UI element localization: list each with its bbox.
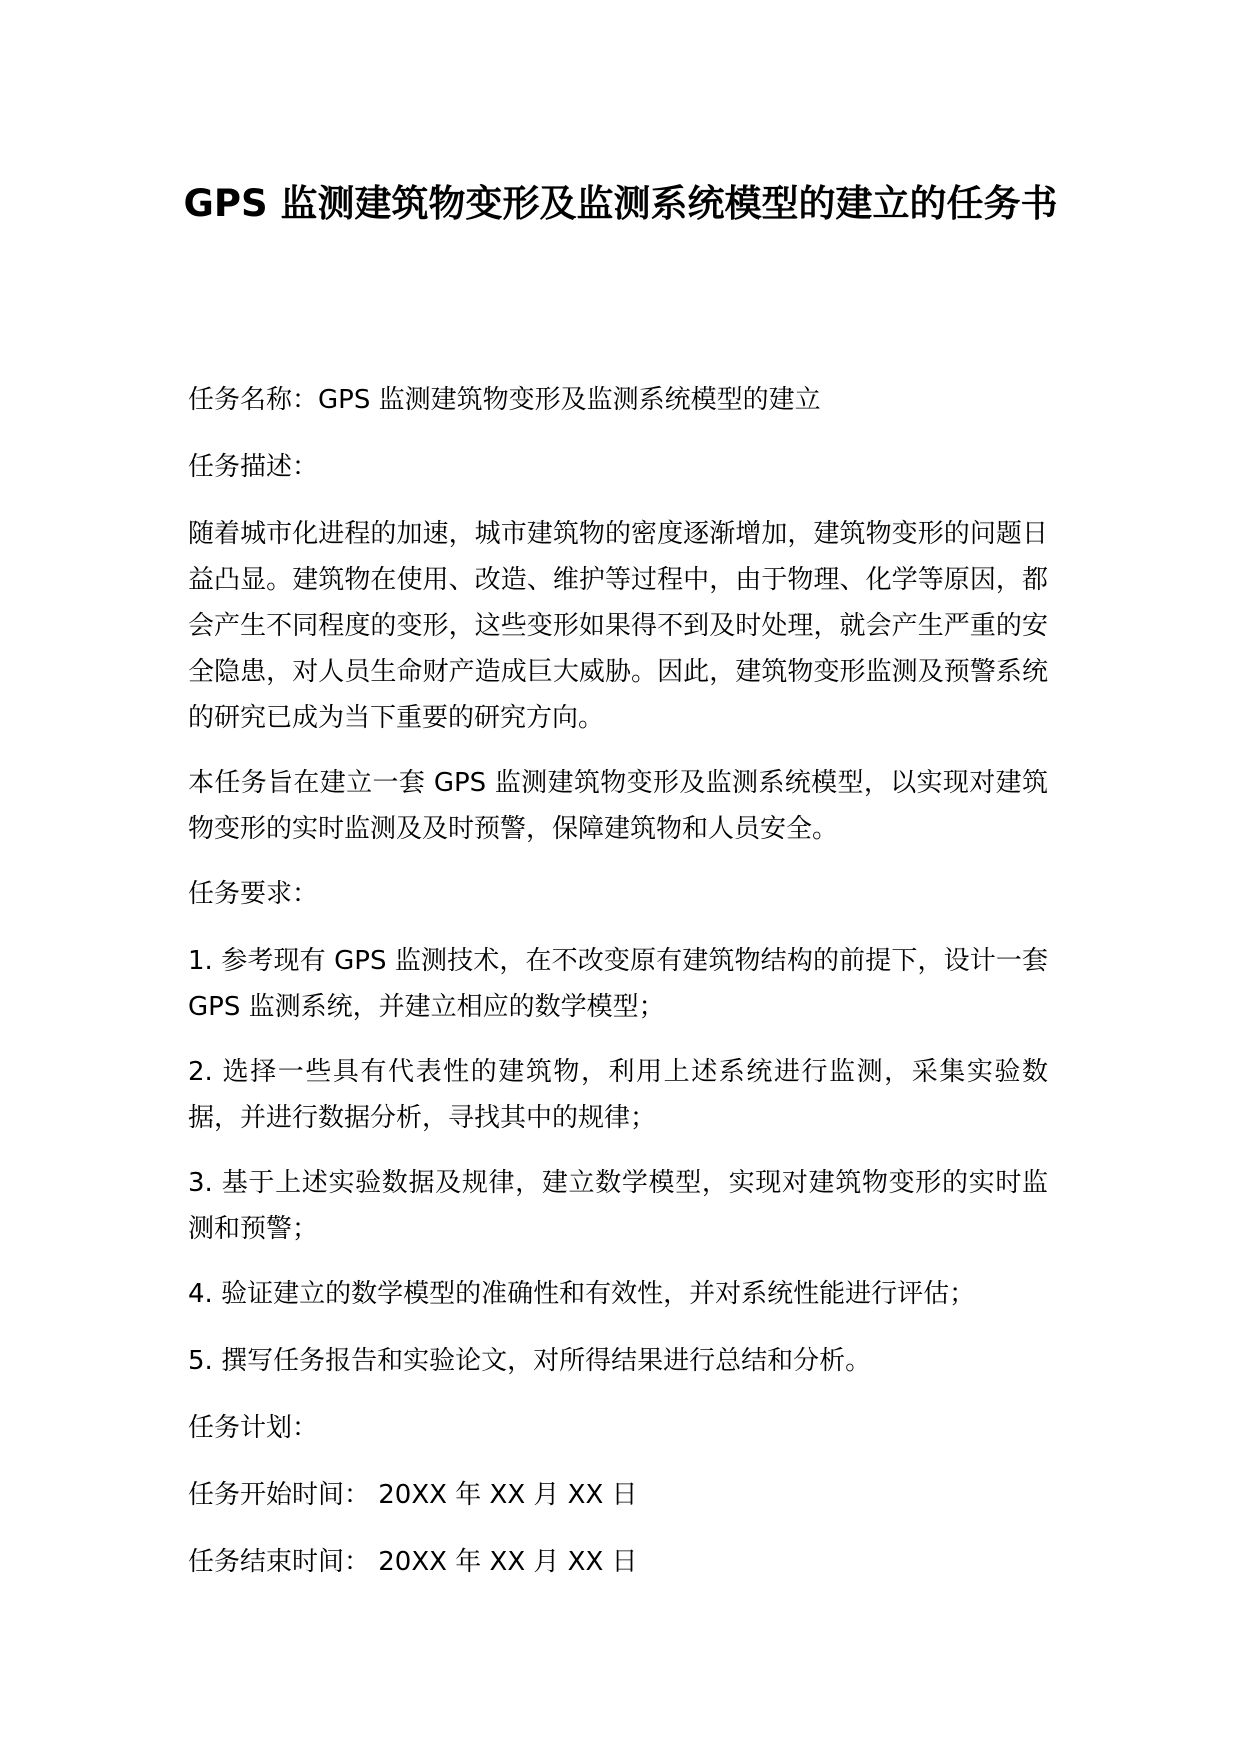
background-paragraph: 随着城市化进程的加速，城市建筑物的密度逐渐增加，建筑物变形的问题日益凸显。建筑物在使用、改造、维护等过程中，由于物理、化学等原因，都会产生不同程度的变形，这些变形如果得不到及时处理，就会产生严重的安全隐患，对人员生命财产造成巨大威胁。因此，建筑物变形监测及预警系统的研究已成为当下重要的研究方向。 bbox=[188, 519, 1048, 733]
task-description-heading: 任务描述： bbox=[188, 452, 319, 482]
plan-heading: 任务计划： bbox=[188, 1413, 319, 1443]
start-time-line: 任务开始时间： 20XX 年 XX 月 XX 日 bbox=[188, 1480, 638, 1510]
requirement-item-3: 3. 基于上述实验数据及规律，建立数学模型，实现对建筑物变形的实时监测和预警； bbox=[188, 1168, 1048, 1244]
requirement-item-1: 1. 参考现有 GPS 监测技术，在不改变原有建筑物结构的前提下，设计一套 GPS 监测系统，并建立相应的数学模型； bbox=[188, 946, 1048, 1022]
requirements-heading: 任务要求： bbox=[188, 879, 319, 909]
document-title: GPS 监测建筑物变形及监测系统模型的建立的任务书 bbox=[183, 182, 1058, 225]
end-time-line: 任务结束时间： 20XX 年 XX 月 XX 日 bbox=[188, 1547, 638, 1577]
task-name-line: 任务名称：GPS 监测建筑物变形及监测系统模型的建立 bbox=[188, 385, 821, 415]
requirement-item-5: 5. 撰写任务报告和实验论文，对所得结果进行总结和分析。 bbox=[188, 1346, 872, 1376]
document-body bbox=[188, 377, 1048, 1606]
requirement-item-2: 2. 选择一些具有代表性的建筑物，利用上述系统进行监测，采集实验数据，并进行数据分析，寻找其中的规律； bbox=[188, 1057, 1048, 1133]
requirement-item-4: 4. 验证建立的数学模型的准确性和有效性，并对系统性能进行评估； bbox=[188, 1279, 976, 1309]
objective-paragraph: 本任务旨在建立一套 GPS 监测建筑物变形及监测系统模型，以实现对建筑物变形的实时监测及及时预警，保障建筑物和人员安全。 bbox=[188, 768, 1048, 844]
